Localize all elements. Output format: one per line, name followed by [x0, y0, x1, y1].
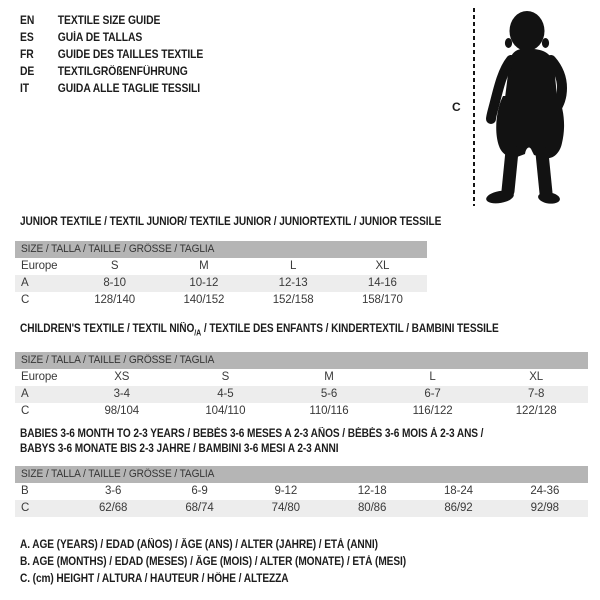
- size-cell: M: [199, 260, 209, 272]
- height-cell: 140/152: [183, 294, 225, 306]
- height-cell: 152/158: [272, 294, 314, 306]
- row-label: B: [21, 485, 29, 497]
- size-header-bar: [15, 466, 588, 483]
- age-cell: 6-9: [191, 485, 208, 497]
- language-label: TEXTILGRÖßENFÜHRUNG: [57, 66, 188, 78]
- size-cell: S: [221, 371, 230, 384]
- row-label: C: [21, 294, 30, 306]
- age-cell: 8-10: [103, 277, 126, 289]
- size-header-bar: [15, 241, 427, 258]
- size-table-junior: [15, 215, 442, 309]
- table-row-europe: [15, 369, 588, 386]
- row-label: Europe: [21, 371, 58, 384]
- table-row-age: [15, 386, 588, 403]
- age-cell: 3-4: [113, 388, 130, 401]
- table-title: [20, 322, 520, 340]
- height-cell: 98/104: [104, 405, 140, 418]
- size-table-children: [15, 322, 588, 420]
- table-row-height: [15, 292, 427, 309]
- height-cell: 122/128: [515, 405, 557, 418]
- title-part: CHILDREN'S TEXTILE / TEXTIL NIÑO: [20, 323, 195, 335]
- age-cell: 14-16: [367, 277, 397, 289]
- row-label: A: [21, 388, 29, 401]
- language-code: ES: [20, 32, 34, 44]
- table-row-europe: [15, 258, 427, 275]
- age-cell: 6-7: [424, 388, 441, 401]
- height-cell: 116/122: [412, 405, 453, 418]
- title-line: BABYS 3-6 MONATE BIS 2-3 JAHRE / BAMBINI 3-6 MESI A 2-3 ANNI: [20, 443, 339, 455]
- title-subscript: /A: [194, 328, 202, 338]
- age-cell: 5-6: [320, 388, 338, 401]
- age-cell: 18-24: [444, 485, 473, 497]
- height-cell: 128/140: [94, 294, 136, 306]
- age-cell: 12-13: [278, 277, 308, 289]
- size-cell: XS: [114, 371, 130, 384]
- row-label: Europe: [21, 260, 58, 272]
- age-cell: 24-36: [530, 485, 560, 497]
- size-table-babies: [15, 427, 588, 517]
- table-row-height: [15, 500, 588, 517]
- legend: [20, 537, 459, 588]
- legend-line-a: A. AGE (YEARS) / EDAD (AÑOS) / ÂGE (ANS) / ALTER (JAHRE) / ETÀ (ANNI): [20, 539, 378, 551]
- height-cell: 92/98: [530, 502, 559, 514]
- height-cell: 68/74: [185, 502, 214, 514]
- language-code: DE: [20, 66, 35, 78]
- measure-c-label: C: [452, 100, 461, 114]
- table-row-age: [15, 275, 427, 292]
- title-part: / TEXTILE DES ENFANTS / KINDERTEXTIL / BAMBINI TESSILE: [201, 323, 499, 335]
- size-cell: XL: [375, 260, 390, 272]
- table-title: JUNIOR TEXTILE / TEXTIL JUNIOR/ TEXTILE JUNIOR / JUNIORTEXTIL / JUNIOR TESSILE: [20, 216, 442, 228]
- baby-silhouette-icon: [481, 6, 577, 206]
- height-cell: 158/170: [361, 294, 403, 306]
- age-cell: 3-6: [105, 485, 122, 497]
- age-cell: 12-18: [357, 485, 387, 497]
- row-label: A: [21, 277, 29, 289]
- height-measure-figure: [0, 0, 600, 215]
- height-cell: 74/80: [271, 502, 300, 514]
- table-row-age-months: [15, 483, 588, 500]
- size-header-label: SIZE / TALLA / TAILLE / GRÖSSE / TAGLIA: [21, 468, 215, 480]
- size-header-label: SIZE / TALLA / TAILLE / GRÖSSE / TAGLIA: [21, 354, 215, 367]
- language-label: TEXTILE SIZE GUIDE: [57, 15, 161, 27]
- row-label: C: [21, 502, 30, 514]
- age-cell: 4-5: [217, 388, 234, 401]
- language-label: GUÍA DE TALLAS: [57, 32, 143, 44]
- height-cell: 104/110: [205, 405, 246, 418]
- size-header-bar: [15, 352, 588, 369]
- age-cell: 7-8: [528, 388, 545, 401]
- size-cell: XL: [529, 371, 544, 384]
- language-code: IT: [20, 83, 30, 95]
- title-line: BABIES 3-6 MONTH TO 2-3 YEARS / BEBÉS 3-6 MESES A 2-3 AÑOS / BÉBÉS 3-6 MOIS À 2-3 ANS /: [20, 428, 484, 440]
- age-cell: 10-12: [189, 277, 219, 289]
- height-cell: 86/92: [444, 502, 473, 514]
- height-cell: 110/116: [309, 405, 349, 418]
- language-label: GUIDE DES TAILLES TEXTILE: [57, 49, 204, 61]
- table-title: [20, 427, 520, 457]
- legend-line-c: C. (cm) HEIGHT / ALTURA / HAUTEUR / HÖHE / ALTEZZA: [20, 573, 289, 585]
- height-cell: 80/86: [358, 502, 387, 514]
- age-cell: 9-12: [274, 485, 298, 497]
- height-dashed-line: [473, 8, 475, 206]
- legend-line-b: B. AGE (MONTHS) / EDAD (MESES) / ÂGE (MOIS) / ALTER (MONATE) / ETÀ (MESI): [20, 556, 407, 568]
- row-label: C: [21, 405, 30, 418]
- language-code: EN: [20, 15, 35, 27]
- language-label: GUIDA ALLE TAGLIE TESSILI: [57, 83, 201, 95]
- size-header-label: SIZE / TALLA / TAILLE / GRÖSSE / TAGLIA: [21, 243, 215, 255]
- size-cell: M: [324, 371, 334, 384]
- language-code: FR: [20, 49, 34, 61]
- size-cell: L: [289, 260, 297, 272]
- table-row-height: [15, 403, 588, 420]
- size-cell: S: [110, 260, 119, 272]
- height-cell: 62/68: [99, 502, 128, 514]
- size-cell: L: [429, 371, 436, 384]
